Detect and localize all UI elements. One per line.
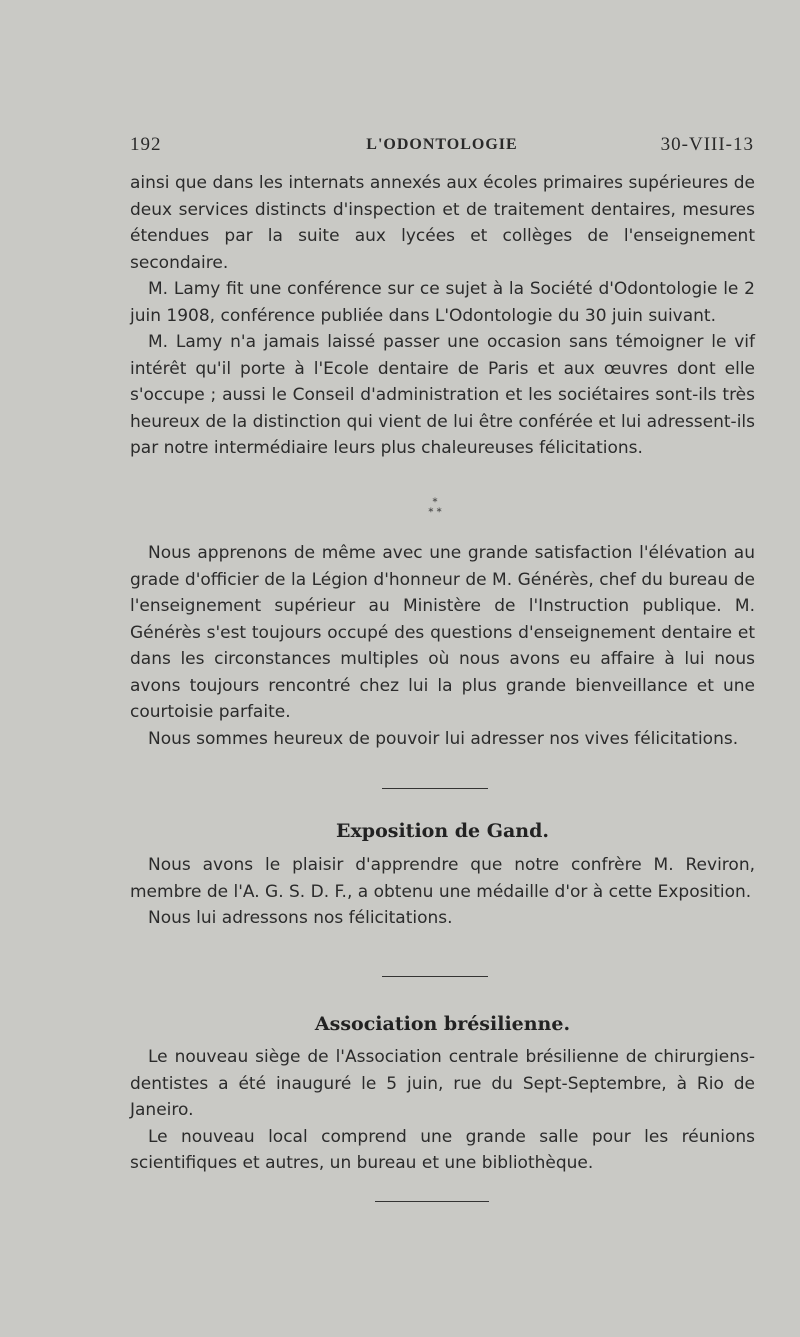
asterism-bottom: * * [428, 507, 442, 518]
paragraph: Nous lui adressons nos félicitations. [148, 908, 453, 928]
issue-date: 30-VIII-13 [660, 134, 754, 155]
paragraph: Nous sommes heureux de pouvoir lui adresser nos vives félicitations. [148, 728, 739, 749]
article-lamy [130, 170, 755, 462]
page-number: 192 [130, 134, 162, 155]
asterism [420, 498, 450, 518]
paragraph: Nous apprenons de même avec une grande satisfaction l'élévation au grade d'officier de la Légion d'honneur de M. Générès, chef du bureau de l'enseignement supérieur au Ministère de l'Instruction publique. M. Générès s'est toujours occupé des questions d'enseignement dentaire et dans les circonstances multiples où nous avons eu affaire à lui nous avons toujours rencontré chez lui la plus grande bienveillance et une courtoisie parfaite. [130, 543, 755, 722]
article-exposition-gand [130, 852, 755, 932]
section-divider [382, 976, 488, 977]
section-heading-association: Association brésilienne. [314, 1013, 571, 1035]
paragraph: ainsi que dans les internats annexés aux écoles primaires supérieures de deux services distincts d'inspection et de traitement dentaires, mesures étendues par la suite aux lycées et collèges de l'enseignement secondaire. [130, 173, 755, 273]
section-heading-exposition: Exposition de Gand. [335, 820, 550, 842]
article-association-bresilienne [130, 1044, 755, 1177]
paragraph: M. Lamy n'a jamais laissé passer une occasion sans témoigner le vif intérêt qu'il porte à l'Ecole dentaire de Paris et aux œuvres dont elle s'occupe ; aussi le Conseil d'administration et les sociétaires sont-ils très heureux de la distinction qui vient de lui être conférée et lui adressent-ils par notre intermédiaire leurs plus chaleureuses félicitations. [130, 332, 755, 458]
asterism-top: * [432, 497, 438, 508]
section-divider [382, 788, 488, 789]
paragraph: M. Lamy fit une conférence sur ce sujet à la Société d'Odontologie le 2 juin 1908, conférence publiée dans L'Odontologie du 30 juin suivant. [130, 279, 755, 326]
article-generes [130, 540, 755, 752]
running-header [130, 134, 754, 162]
paragraph: Le nouveau siège de l'Association centrale brésilienne de chirurgiens-dentistes a été inauguré le 5 juin, rue du Sept-Septembre, à Rio de Janeiro. [130, 1047, 755, 1120]
paragraph: Le nouveau local comprend une grande salle pour les réunions scientifiques et autres, un bureau et une bibliothèque. [130, 1126, 755, 1173]
end-divider [375, 1201, 489, 1202]
paragraph: Nous avons le plaisir d'apprendre que notre confrère M. Reviron, membre de l'A. G. S. D. F., a obtenu une médaille d'or à cette Exposition. [130, 855, 755, 902]
journal-title: L'ODONTOLOGIE [366, 136, 518, 153]
